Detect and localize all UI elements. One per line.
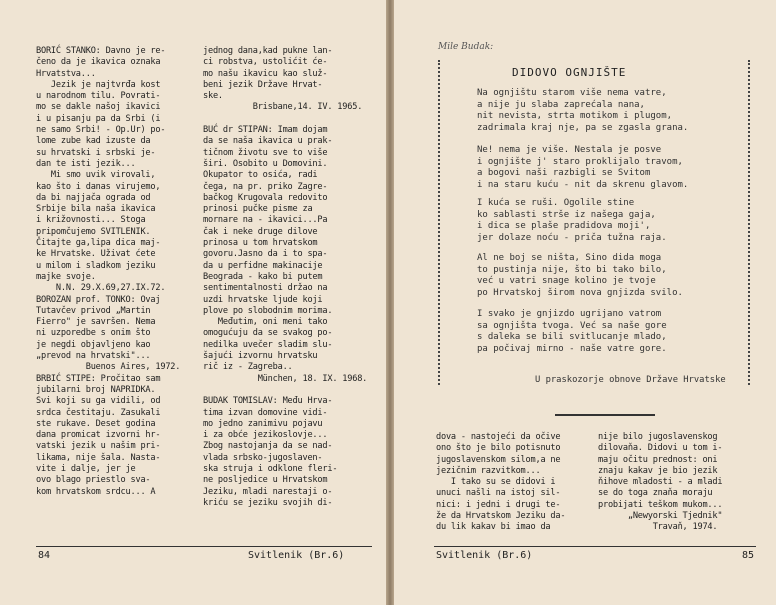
left-page-number: 84 — [38, 550, 51, 561]
poem-footer: U praskozorje obnove Države Hrvatske — [535, 375, 726, 385]
text-line: Međutim, oni meni tako — [203, 317, 328, 328]
poem-title: DIDOVO OGNJIŠTE — [512, 66, 627, 79]
text-line: jezičnim razvitkom... — [436, 465, 541, 476]
text-line: Brisbane,14. IV. 1965. — [203, 102, 363, 113]
text-line: da bi najjača ograda od — [36, 192, 151, 203]
text-line: beni jezik Države Hrvat- — [203, 79, 323, 90]
left-footer-title: Svitlenik (Br.6) — [248, 550, 345, 561]
right-page-number: 85 — [742, 550, 755, 561]
right-column-1 — [436, 432, 596, 534]
text-line: Okupator to osića, radi — [203, 170, 318, 181]
text-line: uzdi hrvatske ljude koji — [203, 294, 323, 305]
text-line: plove po slobodnim morima. — [203, 305, 333, 316]
text-line: znaju kakav je bio jezik — [598, 465, 718, 476]
text-line: Buenos Aires, 1972. — [36, 362, 181, 373]
text-line: da se naša ikavica u prak- — [203, 136, 333, 147]
text-line: lome zube kad izuste da — [36, 136, 151, 147]
text-line: kriću se jeziku svojih di- — [203, 497, 333, 508]
text-line: se do toga znaňa moraju — [598, 488, 713, 499]
text-line: nedilka uvečer sladim slu- — [203, 339, 333, 350]
text-line: Tutavčev privod „Martin — [36, 305, 151, 316]
text-line: čak i neke druge dilove — [203, 226, 318, 237]
text-line: BUDAK TOMISLAV: Među Hrva- — [203, 396, 333, 407]
text-line: kom hrvatskom srdcu... A — [36, 486, 156, 497]
text-line: že da Hrvatskom Jeziku da- — [436, 511, 566, 522]
text-line: ke Hrvatske. Uživat ćete — [36, 249, 156, 260]
text-line: vite i dalje, jer je — [36, 463, 136, 474]
text-line: jubilarni broj NAPRIDKA. — [36, 384, 156, 395]
text-line: dilovaňa. Didovi u tom i- — [598, 443, 723, 454]
left-column-2 — [203, 46, 373, 509]
poem-stanza: I kuća se ruši. Ogolile stine ko sablasti strše iz našega gaja, i dica se plaše pradidova moji', jer dolaze noću - priča tužna raja. — [477, 198, 667, 243]
text-line: ovo blago priestlo sva- — [36, 475, 151, 486]
text-line: maju očitu prednost: oni — [598, 454, 718, 465]
text-line: Srbije bila naša ikavica — [36, 204, 156, 215]
text-line: „Newyorski Tjednik" — [598, 511, 723, 522]
text-line: da u perfidne makinacije — [203, 260, 323, 271]
text-line: su hrvatski i srbski je- — [36, 147, 156, 158]
text-line: likama, nije šala. Nasta- — [36, 452, 161, 463]
text-line: je negdi objavljeno kao — [36, 339, 151, 350]
right-column-2 — [598, 432, 758, 534]
text-line: ne posljedice u Hrvatskom — [203, 475, 328, 486]
left-column-1 — [36, 46, 196, 498]
text-line: I tako su se didovi i — [436, 477, 556, 488]
text-line: vatski jezik u našim pri- — [36, 441, 161, 452]
text-line: ci robstva, ustolićit će- — [203, 57, 328, 68]
left-footer-rule — [36, 546, 372, 547]
text-line: Čitajte ga,lipa dica maj- — [36, 238, 161, 249]
text-line: jugoslavenskom silom,a ne — [436, 454, 561, 465]
poem-stanza: Al ne boj se ništa, Sino dida moga to pustinja nije, što bi tako bilo, već u vatri snage kolino je tvoje po Hrvatskoj širom nova gnjizda svilo. — [477, 253, 683, 298]
text-line: nije bilo jugoslavenskog — [598, 432, 718, 442]
text-line: unuci našli na istoj sil- — [436, 488, 561, 499]
text-line: mo jedno zanimivu pojavu — [203, 418, 323, 429]
text-line: širi. Osobito u Domovini. — [203, 158, 328, 169]
text-line: Travaň, 1974. — [598, 522, 718, 533]
poem-right-border — [748, 60, 754, 385]
text-line: čega, na pr. priko Zagre- — [203, 181, 328, 192]
text-line: i za obće jezikoslovje... — [203, 430, 328, 441]
text-line: ste rukave. Deset godina — [36, 418, 156, 429]
text-line: mo našu ikavicu kao služ- — [203, 68, 328, 79]
text-line: BORIĆ STANKO: Davno je re- — [36, 46, 166, 56]
text-line: „prevod na hrvatski"... — [36, 351, 151, 362]
poem-separator — [555, 414, 655, 416]
text-line: govoru.Jasno da i to spa- — [203, 249, 328, 260]
text-line: i u pisanju pa da Srbi (i — [36, 113, 161, 124]
poem-stanza: I svako je gnjizdo ugrijano vatrom sa ognjišta tvoga. Već sa naše gore s daleka se bili svitlucanje mlado, pa počivaj mirno - naše vatre gore. — [477, 309, 667, 354]
text-line: ne samo Srbi! - Op.Ur) po- — [36, 125, 166, 136]
text-line: Svi koji su ga vidili, od — [36, 396, 161, 407]
text-line: ske. — [203, 91, 223, 102]
text-line: u milom i sladkom jeziku — [36, 260, 156, 271]
poem-author: Mile Budak: — [438, 42, 494, 52]
text-line: München, 18. IX. 1968. — [203, 373, 368, 384]
right-footer-title: Svitlenik (Br.6) — [436, 550, 533, 561]
text-line: u narodnom tilu. Povrati- — [36, 91, 161, 102]
right-footer-rule — [434, 546, 756, 547]
poem-stanza: Na ognjištu starom više nema vatre, a nije ju slaba zaprećala nana, nit nevista, strta motikom i plugom, zadrimala kraj nje, pa se zgasla grana. — [477, 88, 689, 133]
text-line: šajući izvornu hrvatsku — [203, 351, 318, 362]
text-line: Mi smo uvik virovali, — [36, 170, 156, 181]
text-line: čeno da je ikavica oznaka — [36, 57, 161, 68]
text-line: mornare na - ikavici...Pa — [203, 215, 328, 226]
text-line: Hrvatstva... — [36, 68, 96, 79]
poem-stanza: Ne! nema je više. Nestala je posve i ognjište j' staro proklijalo travom, a bogovi naši razbigli se Svitom i na staru kuću - nit da skrenu glavom. — [477, 145, 689, 190]
text-line: tičnom životu sve to više — [203, 147, 328, 158]
text-line: prinosi pučke pisme za — [203, 204, 313, 215]
text-line: jednog dana,kad pukne lan- — [203, 46, 333, 56]
text-line: ni uzporedbe s onim što — [36, 328, 151, 339]
text-line: bačkog Krugovala redovito — [203, 192, 328, 203]
text-line: dana promicat izvorni hr- — [36, 430, 161, 441]
text-line: rič iz - Zagreba.. — [203, 362, 293, 373]
text-line: dan te isti jezik... — [36, 158, 136, 169]
text-line: mo se dakle našoj ikavici — [36, 102, 161, 113]
text-line: kao što i danas virujemo, — [36, 181, 161, 192]
book-gutter — [386, 0, 394, 605]
text-line: nici: i jedni i drugi te- — [436, 499, 561, 510]
text-line: srdca čestitaju. Zasukali — [36, 407, 161, 418]
text-line: Beograda - kako bi putem — [203, 271, 323, 282]
text-line: Jeziku, mladi narestaji o- — [203, 486, 333, 497]
text-line: vlada srbsko-jugoslaven- — [203, 452, 323, 463]
text-line: du lik kakav bi imao da — [436, 522, 551, 533]
text-line: ňihove mladosti - a mladi — [598, 477, 723, 488]
text-line: pripomčujemo SVITLENIK. — [36, 226, 151, 237]
text-line: Fierro" je savršen. Nema — [36, 317, 156, 328]
text-line: probijati teškom mukom... — [598, 499, 723, 510]
text-line: i križovnosti... Stoga — [36, 215, 146, 226]
text-line: N.N. 29.X.69,27.IX.72. — [36, 283, 166, 294]
text-line: BUĆ dr STIPAN: Imam dojam — [203, 125, 328, 136]
text-line: ono što je bilo potisnuto — [436, 443, 561, 454]
text-line: majke svoje. — [36, 271, 96, 282]
text-line — [203, 114, 373, 125]
text-line: tima izvan domovine vidi- — [203, 407, 328, 418]
poem-left-border — [438, 60, 444, 385]
text-line: dova - nastojeći da očive — [436, 432, 561, 442]
text-line: BRBIĆ STIPE: Pročitao sam — [36, 373, 161, 384]
text-line: prinosa u tom hrvatskom — [203, 238, 318, 249]
text-line — [203, 385, 373, 396]
text-line: Zbog nastojanja da se nad- — [203, 441, 333, 452]
text-line: BOROZAN prof. TONKO: Ovaj — [36, 294, 161, 305]
text-line: omogućuju da se svakog po- — [203, 328, 333, 339]
text-line: ska struja i odklone fleri- — [203, 463, 338, 474]
text-line: sentimentalnosti držao na — [203, 283, 328, 294]
text-line: Jezik je najtvrđa kost — [36, 79, 161, 90]
